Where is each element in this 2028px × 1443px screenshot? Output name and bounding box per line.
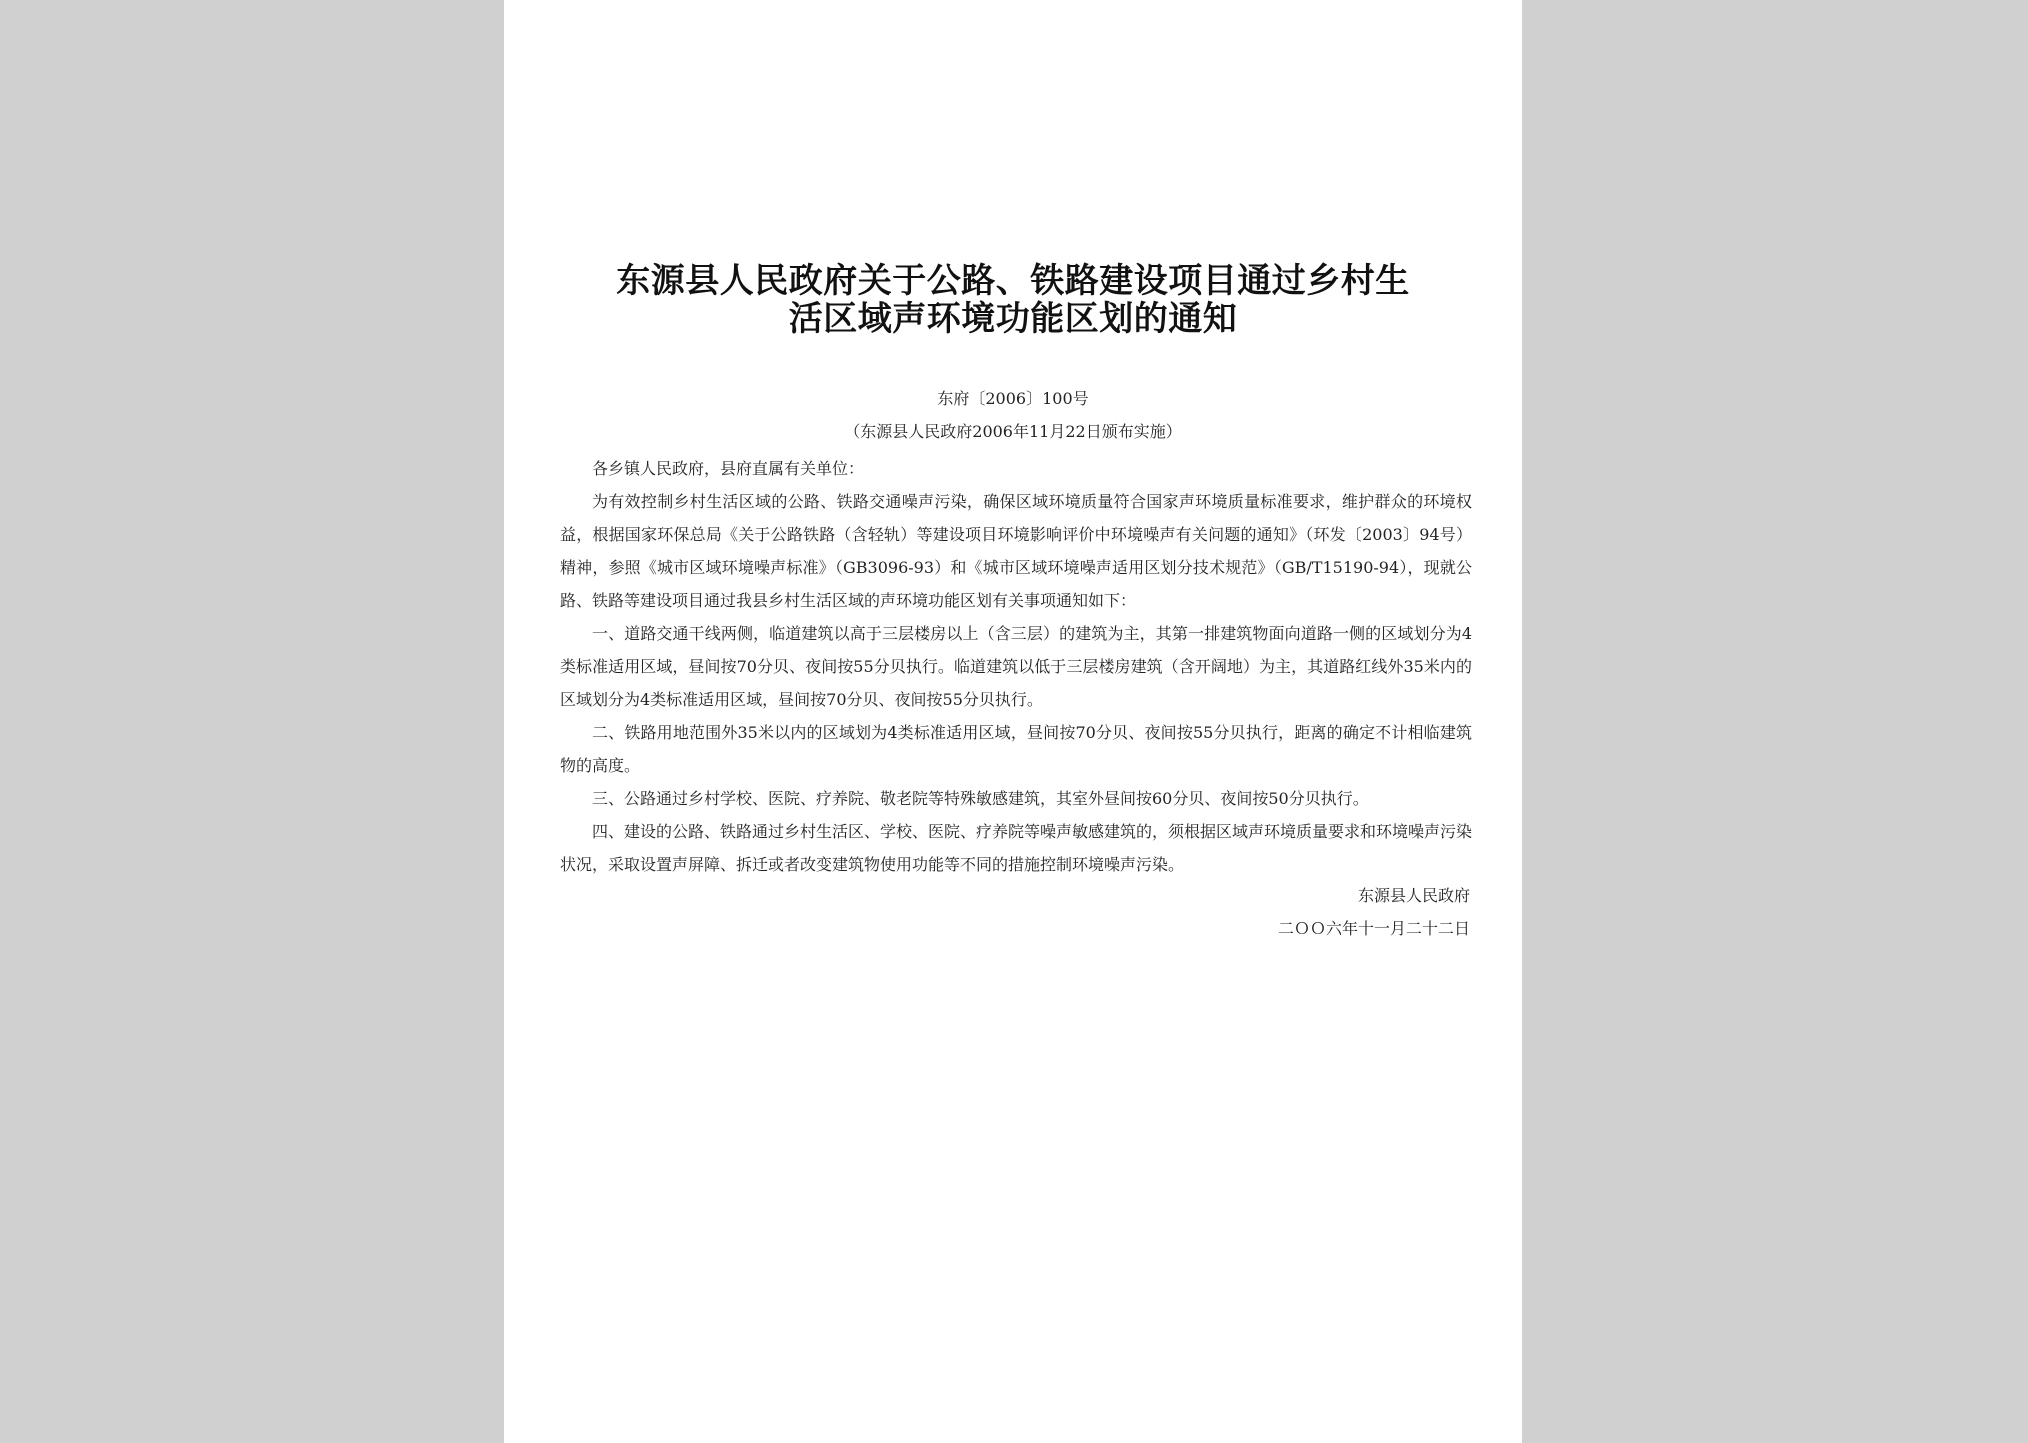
document-number: 东府〔2006〕100号 (937, 389, 1089, 408)
signature-block (1278, 879, 1470, 945)
signatory: 东源县人民政府 (1357, 886, 1470, 905)
title-line-1: 东源县人民政府关于公路、铁路建设项目通过乡村生 (616, 261, 1410, 301)
document-title (554, 262, 1472, 338)
salutation: 各乡镇人民政府，县府直属有关单位： (592, 459, 865, 478)
issued-note: （东源县人民政府2006年11月22日颁布实施） (844, 422, 1182, 441)
title-line-2: 活区域声环境功能区划的通知 (788, 299, 1238, 339)
intro-paragraph: 为有效控制乡村生活区域的公路、铁路交通噪声污染，确保区域环境质量符合国家声环境质量标准要求，维护群众的环境权益，根据国家环保总局《关于公路铁路（含轻轨）等建设项目环境影响评价中环境噪声有关问题的通知》（环发〔2003〕94号）精神，参照《城市区域环境噪声标准》（GB3096-93）和《城市区域环境噪声适用区划分技术规范》（GB/T15190-94），现就公路、铁路等建设项目通过我县乡村生活区域的声环境功能区划有关事项通知如下： (560, 492, 1472, 610)
document-page (504, 0, 1522, 1443)
signature-date: 二ＯＯ六年十一月二十二日 (1277, 919, 1470, 938)
document-body (560, 452, 1472, 881)
item-4-paragraph: 四、建设的公路、铁路通过乡村生活区、学校、医院、疗养院等噪声敏感建筑的，须根据区域声环境质量要求和环境噪声污染状况，采取设置声屏障、拆迁或者改变建筑物使用功能等不同的措施控制环境噪声污染。 (560, 822, 1473, 874)
item-1-paragraph: 一、道路交通干线两侧，临道建筑以高于三层楼房以上（含三层）的建筑为主，其第一排建筑物面向道路一侧的区域划分为4类标准适用区域，昼间按70分贝、夜间按55分贝执行。临道建筑以低于三层楼房建筑（含开阔地）为主，其道路红线外35米内的区域划分为4类标准适用区域，昼间按70分贝、夜间按55分贝执行。 (560, 624, 1472, 709)
item-2-paragraph: 二、铁路用地范围外35米以内的区域划为4类标准适用区域，昼间按70分贝、夜间按55分贝执行，距离的确定不计相临建筑物的高度。 (560, 723, 1472, 775)
item-3-paragraph: 三、公路通过乡村学校、医院、疗养院、敬老院等特殊敏感建筑，其室外昼间按60分贝、夜间按50分贝执行。 (592, 789, 1369, 808)
